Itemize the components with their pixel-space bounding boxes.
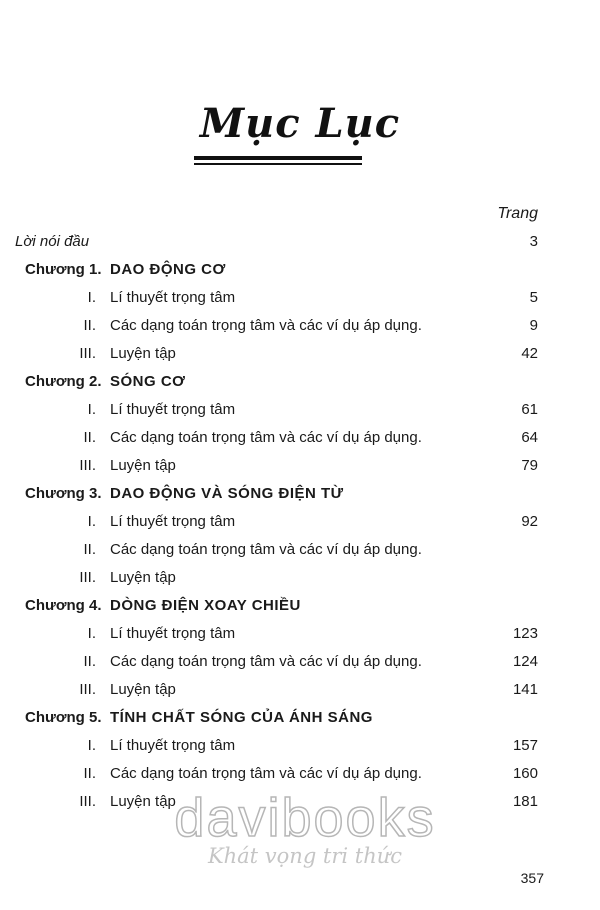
item-text: Lí thuyết trọng tâm — [110, 513, 236, 530]
item-page: 64 — [521, 429, 538, 446]
toc-item-row — [0, 508, 600, 536]
watermark-brand: davibooks — [174, 788, 436, 848]
item-page: 157 — [512, 737, 538, 754]
item-text: Lí thuyết trọng tâm — [110, 737, 236, 754]
toc-item-row — [0, 424, 600, 452]
item-text: Các dạng toán trọng tâm và các ví dụ áp dụng. — [110, 541, 422, 558]
chapter-label: Chương 2. — [25, 373, 102, 390]
toc-preface-row — [0, 228, 600, 256]
chapter-label: Chương 3. — [25, 485, 102, 502]
toc-item-row — [0, 396, 600, 424]
item-number: I. — [87, 401, 96, 418]
toc-item-row — [0, 564, 600, 592]
page-title: Mục Lục — [199, 100, 401, 147]
page-column-header: Trang — [497, 205, 538, 222]
item-page: 9 — [529, 317, 538, 334]
table-of-contents — [0, 228, 600, 816]
item-page: 42 — [521, 345, 538, 362]
item-number: III. — [79, 793, 96, 810]
title-underline-thin — [194, 163, 362, 165]
item-text: Lí thuyết trọng tâm — [110, 625, 236, 642]
toc-item-row — [0, 620, 600, 648]
item-number: II. — [83, 765, 96, 782]
item-number: II. — [83, 429, 96, 446]
toc-item-row — [0, 676, 600, 704]
page-number: 357 — [520, 870, 544, 886]
item-text: Lí thuyết trọng tâm — [110, 401, 236, 418]
item-number: III. — [79, 457, 96, 474]
item-text: Luyện tập — [110, 793, 176, 810]
chapter-title: TÍNH CHẤT SÓNG CỦA ÁNH SÁNG — [110, 709, 373, 726]
toc-item-row — [0, 284, 600, 312]
item-page: 124 — [512, 653, 538, 670]
item-number: I. — [87, 737, 96, 754]
item-number: I. — [87, 513, 96, 530]
chapter-label: Chương 5. — [25, 709, 102, 726]
toc-item-row — [0, 760, 600, 788]
watermark-tagline: Khát vọng tri thức — [207, 844, 403, 868]
toc-item-row — [0, 452, 600, 480]
preface-page: 3 — [529, 233, 538, 250]
item-page: 5 — [529, 289, 538, 306]
title-underline-thick — [194, 156, 362, 160]
item-number: I. — [87, 625, 96, 642]
toc-chapter-row — [0, 592, 600, 620]
item-text: Các dạng toán trọng tâm và các ví dụ áp dụng. — [110, 765, 422, 782]
toc-item-row — [0, 788, 600, 816]
item-number: II. — [83, 653, 96, 670]
item-page: 79 — [521, 457, 538, 474]
item-number: I. — [87, 289, 96, 306]
toc-chapter-row — [0, 256, 600, 284]
toc-chapter-row — [0, 704, 600, 732]
item-number: II. — [83, 541, 96, 558]
chapter-title: DAO ĐỘNG VÀ SÓNG ĐIỆN TỪ — [110, 485, 344, 502]
toc-item-row — [0, 536, 600, 564]
item-text: Các dạng toán trọng tâm và các ví dụ áp dụng. — [110, 429, 422, 446]
chapter-label: Chương 1. — [25, 261, 102, 278]
toc-item-row — [0, 648, 600, 676]
chapter-title: DAO ĐỘNG CƠ — [110, 261, 226, 278]
item-page: 141 — [512, 681, 538, 698]
chapter-title: DÒNG ĐIỆN XOAY CHIỀU — [110, 597, 301, 614]
chapter-title: SÓNG CƠ — [110, 373, 186, 390]
item-number: III. — [79, 681, 96, 698]
item-number: II. — [83, 317, 96, 334]
item-number: III. — [79, 345, 96, 362]
item-page: 61 — [521, 401, 538, 418]
item-text: Luyện tập — [110, 345, 176, 362]
item-page: 181 — [512, 793, 538, 810]
item-page: 160 — [512, 765, 538, 782]
item-page: 92 — [521, 513, 538, 530]
item-text: Luyện tập — [110, 457, 176, 474]
toc-chapter-row — [0, 368, 600, 396]
item-text: Luyện tập — [110, 569, 176, 586]
item-page: 123 — [512, 625, 538, 642]
toc-item-row — [0, 340, 600, 368]
toc-chapter-row — [0, 480, 600, 508]
item-text: Luyện tập — [110, 681, 176, 698]
item-number: III. — [79, 569, 96, 586]
item-text: Các dạng toán trọng tâm và các ví dụ áp dụng. — [110, 317, 422, 334]
preface-label: Lời nói đầu — [15, 233, 90, 250]
chapter-label: Chương 4. — [25, 597, 102, 614]
item-text: Các dạng toán trọng tâm và các ví dụ áp dụng. — [110, 653, 422, 670]
toc-item-row — [0, 312, 600, 340]
item-text: Lí thuyết trọng tâm — [110, 289, 236, 306]
toc-item-row — [0, 732, 600, 760]
